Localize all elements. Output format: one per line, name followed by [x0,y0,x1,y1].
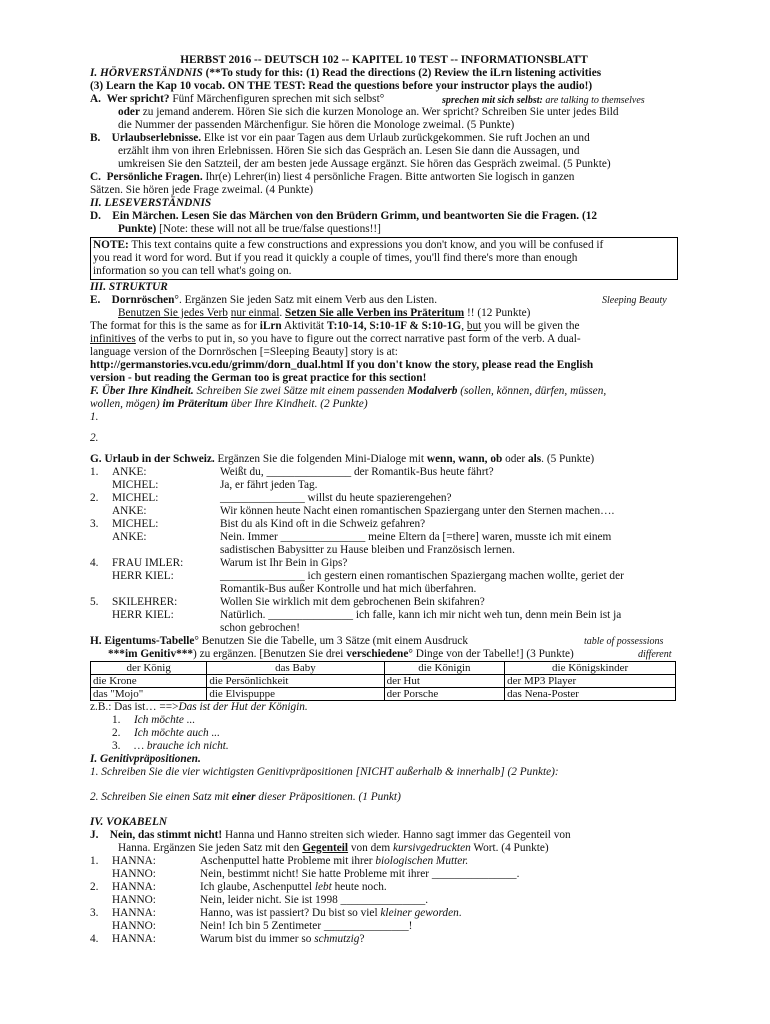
example-item [90,727,678,740]
line-number: 2. [90,492,99,504]
line-text: Weißt du, _______________ der Romantik-Bus heute fährt? [220,466,494,478]
spacer [90,424,678,432]
table-row [91,675,676,688]
dialog-line [90,479,678,492]
line-text: Nein. Immer _______________ meine Eltern da [=there] waren, musste ich mit einem [220,531,612,543]
line-number: 4. [90,933,99,945]
note-line-3: information so you can tell what's going on. [93,265,292,277]
line-text: Wollen Sie wirklich mit dem gebrochenen Bein skifahren? [220,596,485,608]
item-text: Ich möchte ... [134,714,196,726]
dialog-line [90,583,678,596]
text-part: Hanno, was ist passiert? Du bist so viel [200,907,381,919]
margin-note-h1: table of possessions [584,636,664,647]
line-text: Wir können heute Nacht einen romantischen Spaziergang unter den Sternen machen…. [220,505,615,517]
text-part: Warum bist du immer so [200,933,315,945]
line-text: _______________ ich gestern einen romantischen Spaziergang machen wollte, geriet der [220,570,624,582]
dialog-line [90,570,678,583]
line-number [90,868,112,881]
speaker [112,544,220,557]
example-line: z.B.: Das ist… ==>Das ist der Hut der Königin. [90,701,308,713]
item-i: I. Genitivpräpositionen. [90,753,201,765]
section-1-heading: I. HÖRVERSTÄNDNIS (**To study for this: (1) Read the directions (2) Review the iLrn listening activities [90,67,602,79]
text-part: heute noch. [331,881,387,893]
item-text: Ich möchte auch ... [134,727,220,739]
speaker [112,583,220,596]
table-row [91,688,676,701]
dialog-line [90,868,678,881]
text-part: Nein, leider nicht. Sie ist 1998 _______________. [200,894,429,906]
item-i-2: 2. Schreiben Sie einen Satz mit einer dieser Präpositionen. (1 Punkt) [90,791,401,803]
item-j: J. Nein, das stimmt nicht! Hanna und Hanno streiten sich wieder. Hanno sagt immer das Gegenteil von [90,829,571,841]
line-number [90,479,112,492]
item-b-cont2: umkreisen Sie den Satzteil, der am besten jede Aussage ergänzt. Sie hören das Gespräch zweimal. (5 Punkte) [118,158,611,170]
speaker: HANNA: [112,907,156,919]
story-link[interactable]: http://germanstories.vcu.edu/grimm/dorn_dual.html [90,359,344,371]
note-line-2: you read it word for word. But if you read it quickly a couple of times, you'll find there's more than enough [93,252,578,264]
line-number: 1. [90,466,99,478]
item-e-format-3: language version of the Dornröschen [=Sleeping Beauty] story is at: [90,346,398,358]
table-header-cell: das Baby [207,662,384,675]
line-text: Natürlich. _______________ ich falle, kann ich mir nicht weh tun, denn mein Bein ist ja [220,609,622,621]
dialog-line [90,622,678,635]
margin-note-e: Sleeping Beauty [602,295,667,306]
line-number [90,622,112,635]
text-part: . [458,907,462,919]
dialog-line [90,466,678,479]
dialog-line [90,855,678,868]
line-text: sadistischen Babysitter zu Hause bleiben und Französisch lernen. [220,544,515,556]
line-number: 3. [90,518,99,530]
line-number [90,505,112,518]
speaker: MICHEL: [112,479,159,491]
table-cell: der Porsche [384,688,505,701]
item-f-cont: wollen, mögen) im Präteritum über Ihre Kindheit. (2 Punkte) [90,398,368,410]
speaker: HANNA: [112,855,156,867]
text-part: Ich glaube, Aschenputtel [200,881,315,893]
line-text [200,881,387,894]
item-c-cont: Sätzen. Sie hören jede Frage zweimal. (4 Punkte) [90,184,314,196]
dialog-line [90,544,678,557]
line-text [200,933,364,946]
item-j-cont: Hanna. Ergänzen Sie jeden Satz mit den Gegenteil von dem kursivgedruckten Wort. (4 Punkte) [118,842,549,854]
speaker: ANKE: [112,466,147,478]
example-item [90,714,678,727]
speaker: HANNO: [112,920,156,932]
item-a-cont2: die Nummer der passenden Märchenfigur. Sie hören die Monologe zweimal. (5 Punkte) [118,119,515,131]
line-number [90,609,112,622]
line-text: Ja, er fährt jeden Tag. [220,479,318,491]
dialog-line [90,596,678,609]
item-number: 2. [112,727,121,739]
table-cell: die Elvispuppe [207,688,384,701]
possession-table [90,661,676,701]
speaker: ANKE: [112,505,147,517]
speaker: HANNO: [112,868,156,880]
line-text: schon gebrochen! [220,622,300,634]
dialog-line [90,881,678,894]
item-c: C. Persönliche Fragen. Ihr(e) Lehrer(in) liest 4 persönliche Fragen. Bitte antworten Sie logisch in ganzen [90,171,575,183]
line-text: _______________ willst du heute spazierengehen? [220,492,452,504]
margin-note-h2: different [638,649,672,660]
line-number [90,920,112,933]
line-number: 4. [90,557,99,569]
speaker: HANNA: [112,933,156,945]
speaker: HERR KIEL: [112,570,174,582]
table-cell: die Persönlichkeit [207,675,384,688]
margin-note-a: sprechen mit sich selbst: are talking to themselves [442,95,645,106]
spacer [90,804,678,816]
item-d-cont: Punkte) [Note: these will not all be true/false questions!!] [118,223,381,235]
line-text: Warum ist Ihr Bein in Gips? [220,557,348,569]
item-text: … brauche ich nicht. [134,740,229,752]
example-item [90,740,678,753]
item-f-1: 1. [90,411,99,423]
speaker: SKILEHRER: [112,596,178,608]
line-text [200,907,462,920]
dialog-line [90,531,678,544]
item-f: F. Über Ihre Kindheit. Schreiben Sie zwei Sätze mit einem passenden Modalverb (sollen, können, dürfen, müssen, [90,385,607,397]
dialog-line [90,933,678,946]
line-number: 1. [90,855,99,867]
line-number: 5. [90,596,99,608]
speaker: HANNO: [112,894,156,906]
line-text [200,894,428,907]
example-list [90,714,678,753]
line-text [200,868,519,881]
italic-word: schmutzig [314,933,360,945]
item-i-1: 1. Schreiben Sie die vier wichtigsten Genitivpräpositionen [NICHT außerhalb & innerhalb] (2 Punkte): [90,766,559,778]
item-e-format-2: infinitives of the verbs to put in, so you have to figure out the correct narrative past form of the verb. A dual- [90,333,581,345]
line-number [90,894,112,907]
speaker: HERR KIEL: [112,609,174,621]
item-d: D. Ein Märchen. Lesen Sie das Märchen von den Brüdern Grimm, und beantworten Sie die Fragen. (12 [90,210,598,222]
item-e-cont: Benutzen Sie jedes Verb nur einmal. Setzen Sie alle Verben ins Präteritum !! (12 Punkte) [118,307,531,319]
table-header-row [91,662,676,675]
dialog-line [90,518,678,531]
table-header-cell: die Königin [384,662,505,675]
dialog-line [90,505,678,518]
dialog-line [90,557,678,570]
table-cell: der MP3 Player [505,675,676,688]
speaker: MICHEL: [112,492,159,504]
table-cell: die Krone [91,675,207,688]
italic-word: kleiner geworden [380,907,459,919]
item-h-cont: ***im Genitiv***) zu ergänzen. [Benutzen Sie drei verschiedene° Dinge von der Tabelle!] (3 Punkte) different [108,648,672,660]
line-number: 3. [90,907,99,919]
speaker: HANNA: [112,881,156,893]
table-cell: der Hut [384,675,505,688]
item-number: 1. [112,714,121,726]
table-header-cell: der König [91,662,207,675]
item-a-cont: oder zu jemand anderem. Hören Sie sich die kurzen Monologe an. Wer spricht? Schreiben Sie unter jedes Bild [118,106,619,118]
speaker [112,622,220,635]
italic-word: biologischen Mutter. [375,855,469,867]
dialog-line [90,492,678,505]
item-g: G. Urlaub in der Schweiz. Ergänzen Sie die folgenden Mini-Dialoge mit wenn, wann, ob oder als. (5 Punkte) [90,453,595,465]
table-cell: das "Mojo" [91,688,207,701]
item-e: E. Dornröschen°. Ergänzen Sie jeden Satz mit einem Verb aus den Listen. Sleeping Beauty [90,294,667,306]
line-text [200,855,468,868]
item-e-link-line-2: version - but reading the German too is great practice for this section! [90,372,427,384]
item-h: H. Eigentums-Tabelle° Benutzen Sie die Tabelle, um 3 Sätze (mit einem Ausdruck table of possessions [90,635,664,647]
spacer [90,445,678,453]
spacer [90,779,678,791]
item-number: 3. [112,740,121,752]
note-line-1: NOTE: This text contains quite a few constructions and expressions you don't know, and you will be confused if [93,239,604,251]
section-4-heading: IV. VOKABELN [90,816,168,828]
note-box [90,237,678,280]
line-text: Romantik-Bus außer Kontrolle und hat mich überfahren. [220,583,477,595]
text-part: Nein! Ich bin 5 Zentimeter _______________! [200,920,413,932]
line-number [90,544,112,557]
section-3-heading: III. STRUKTUR [90,281,168,293]
text-part: Nein, bestimmt nicht! Sie hatte Probleme mit ihrer _______________. [200,868,520,880]
table-cell: das Nena-Poster [505,688,676,701]
line-number: 2. [90,881,99,893]
item-a: A. Wer spricht? Fünf Märchenfiguren sprechen mit sich selbst° [90,93,385,105]
dialog-line [90,609,678,622]
line-number [90,531,112,544]
item-e-format: The format for this is the same as for iLrn Aktivität T:10-14, S:10-1F & S:10-1G, but you will be given the [90,320,580,332]
table-header-cell: die Königskinder [505,662,676,675]
text-part: Aschenputtel hatte Probleme mit ihrer [200,855,376,867]
speaker: MICHEL: [112,518,159,530]
line-text: Bist du als Kind oft in die Schweiz gefahren? [220,518,426,530]
section-1-heading-cont: (3) Learn the Kap 10 vocab. ON THE TEST: Read the questions before your instructor plays the audio!) [90,80,593,92]
dialog-line [90,920,678,933]
section-2-heading: II. LESEVERSTÄNDNIS [90,197,212,209]
italic-word: lebt [314,881,332,893]
speaker: ANKE: [112,531,147,543]
dialog-line [90,907,678,920]
speaker: FRAU IMLER: [112,557,184,569]
item-f-2: 2. [90,432,99,444]
item-e-link-line: http://germanstories.vcu.edu/grimm/dorn_dual.html If you don't know the story, please read the English [90,359,594,371]
line-text [200,920,412,933]
dialog-g [90,466,678,635]
text-part: ? [359,933,365,945]
dialog-j [90,855,678,946]
worksheet-page [90,54,678,946]
item-b-cont: erzählt ihm von ihren Erlebnissen. Hören Sie sich das Gespräch an. Lesen Sie dann die Aussagen, und [118,145,580,157]
line-number [90,583,112,596]
item-b: B. Urlaubserlebnisse. Elke ist vor ein paar Tagen aus dem Urlaub zurückgekommen. Sie ruft Jochen an und [90,132,590,144]
line-number [90,570,112,583]
page-title: HERBST 2016 -- DEUTSCH 102 -- KAPITEL 10 TEST -- INFORMATIONSBLATT [180,54,588,66]
dialog-line [90,894,678,907]
